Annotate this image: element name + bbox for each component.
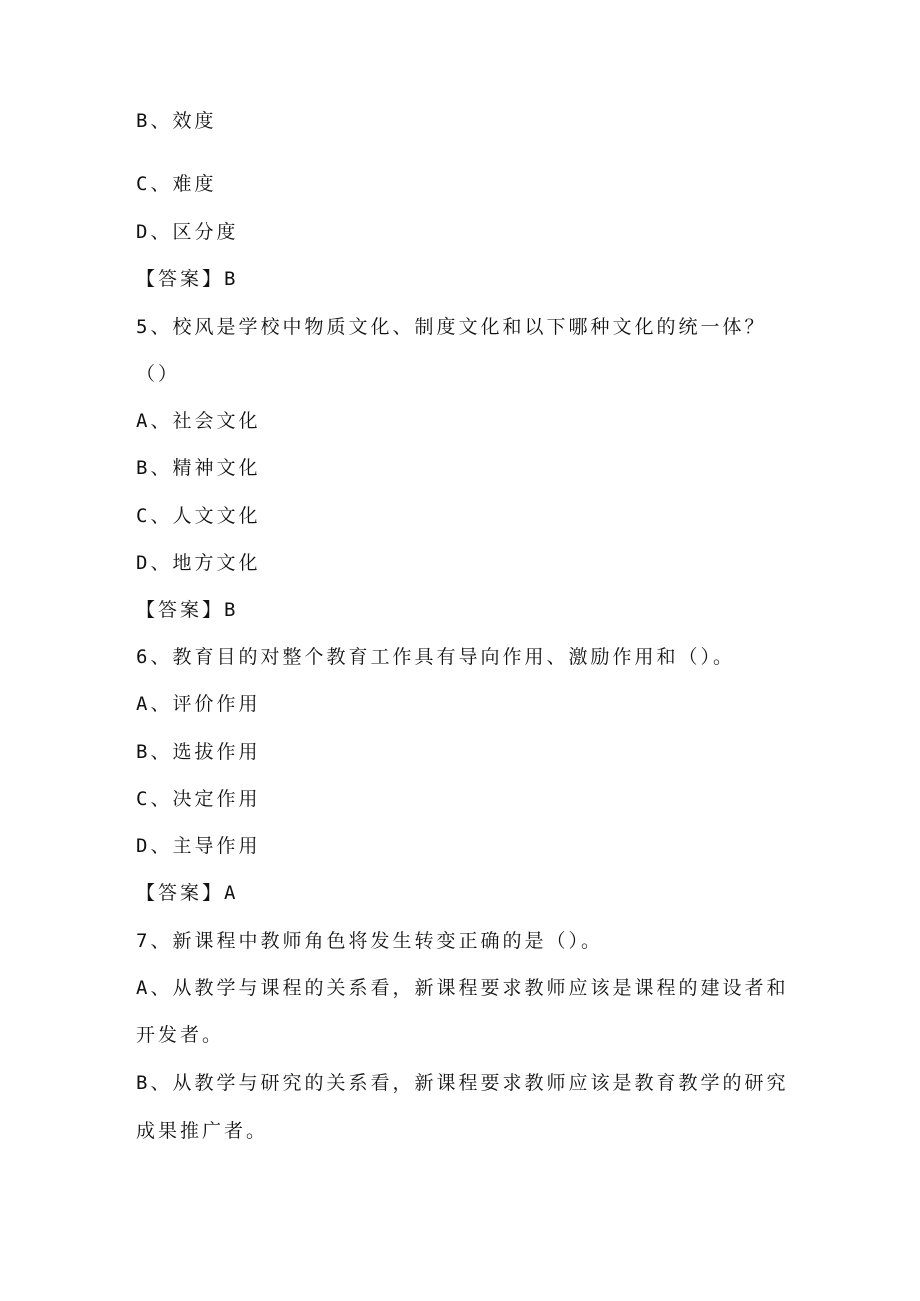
option-a-q5: A、社会文化 xyxy=(136,410,261,432)
option-d-q5: D、地方文化 xyxy=(136,552,261,574)
answer-q5: 【答案】B xyxy=(136,599,239,621)
question-5: 5、校风是学校中物质文化、制度文化和以下哪种文化的统一体？ xyxy=(136,316,767,338)
option-a-q7-line1: A、从教学与课程的关系看，新课程要求教师应该是课程的建设者和 xyxy=(136,977,789,999)
option-b-q7-line1: B、从教学与研究的关系看，新课程要求教师应该是教育教学的研究 xyxy=(136,1072,789,1094)
option-a-q6: A、评价作用 xyxy=(136,693,261,715)
answer-q4: 【答案】B xyxy=(136,268,239,290)
option-c-q5: C、人文文化 xyxy=(136,505,261,527)
option-b-q5: B、精神文化 xyxy=(136,457,261,479)
question-6: 6、教育目的对整个教育工作具有导向作用、激励作用和（）。 xyxy=(136,646,735,668)
option-b-q6: B、选拔作用 xyxy=(136,741,261,763)
option-d-q6: D、主导作用 xyxy=(136,835,261,857)
question-7: 7、新课程中教师角色将发生转变正确的是（）。 xyxy=(136,930,603,952)
option-b-q7-line2: 成果推广者。 xyxy=(136,1120,269,1142)
answer-q6: 【答案】A xyxy=(136,882,239,904)
option-c-q4: C、难度 xyxy=(136,173,217,195)
option-b-q4: B、效度 xyxy=(136,110,217,132)
question-5-blank: （） xyxy=(136,363,181,385)
option-c-q6: C、决定作用 xyxy=(136,788,261,810)
option-a-q7-line2: 开发者。 xyxy=(136,1024,225,1046)
option-d-q4: D、区分度 xyxy=(136,221,239,243)
